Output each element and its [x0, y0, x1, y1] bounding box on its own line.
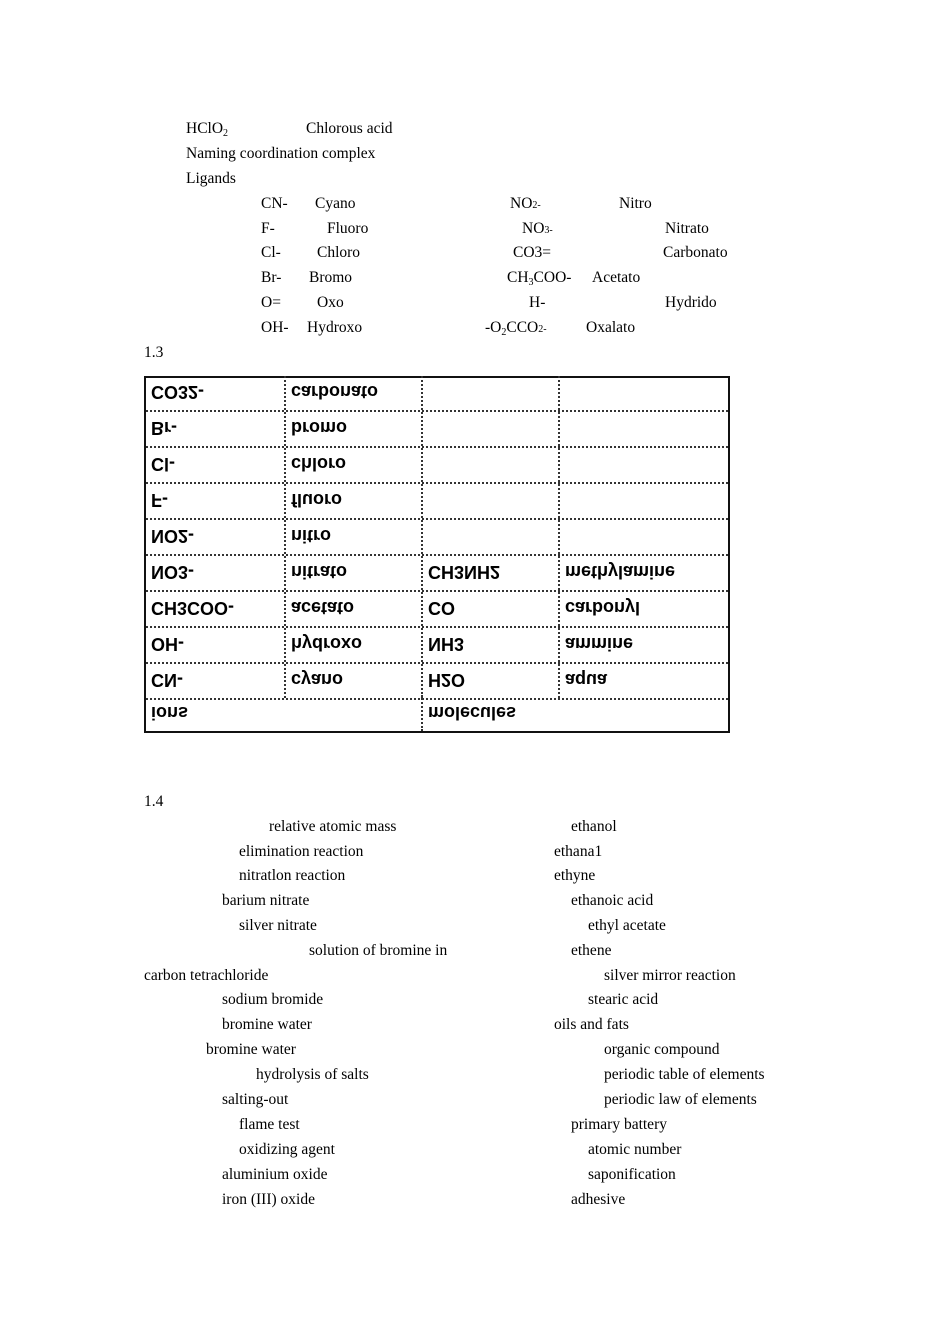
table-cell: [421, 448, 558, 482]
ligand-formula: Br-: [261, 269, 282, 286]
table-cell: nitrato: [284, 556, 421, 590]
table-cell: [558, 412, 730, 446]
term-left: elimination reaction: [239, 843, 364, 860]
table-cell: chloro: [284, 448, 421, 482]
ligand-name: Cyano: [315, 195, 356, 212]
ligands-heading: Ligands: [186, 170, 236, 187]
table-cell: nitro: [284, 520, 421, 554]
table-row: [146, 664, 728, 700]
ligand-name: Bromo: [309, 269, 353, 286]
table-row: [146, 484, 728, 520]
table-cell: bromo: [284, 412, 421, 446]
ligand-name: Acetato: [592, 269, 641, 286]
table-row: [146, 628, 728, 664]
table-cell: [421, 520, 558, 554]
term-right: organic compound: [604, 1041, 720, 1058]
table-cell: fluoro: [284, 484, 421, 518]
term-right: silver mirror reaction: [604, 967, 736, 984]
table-row: [146, 520, 728, 556]
ligand-formula: $CH_3COO-$: [507, 269, 572, 288]
table-cell: [558, 376, 730, 410]
table-cell: carbonyl: [558, 592, 730, 626]
term-right: adhesive: [571, 1191, 626, 1208]
table-cell: NH3: [421, 628, 558, 662]
table-cell: NO2-: [151, 526, 195, 546]
section-number-1-3: 1.3: [144, 344, 164, 361]
ligand-name: Chloro: [317, 244, 361, 261]
ligand-name: Fluoro: [327, 220, 369, 237]
table-row: [146, 448, 728, 484]
term-right: ethana1: [554, 843, 603, 860]
table-row: [146, 376, 728, 412]
table-cell: ions: [151, 703, 189, 723]
ligand-name: Nitro: [619, 195, 652, 212]
term-right: ethanol: [571, 818, 617, 835]
ligand-formula: O=: [261, 294, 281, 311]
table-cell: F-: [151, 490, 168, 510]
ligand-name: Oxo: [317, 294, 344, 311]
term-left: sodium bromide: [222, 991, 324, 1008]
term-left: nitratlon reaction: [239, 867, 346, 884]
table-cell: OH-: [151, 634, 184, 654]
term-right: primary battery: [571, 1116, 667, 1133]
table-cell: aqua: [558, 664, 730, 698]
term-left: bromine water: [222, 1016, 312, 1033]
table-row: [146, 556, 728, 592]
table-cell: hydroxo: [284, 628, 421, 662]
table-cell: H2O: [421, 664, 558, 698]
table-cell: [558, 520, 730, 554]
naming-heading: Naming coordination complex: [186, 145, 376, 162]
ligand-formula: OH-: [261, 319, 289, 336]
ligand-name: Nitrato: [665, 220, 709, 237]
term-left: carbon tetrachloride: [144, 967, 269, 984]
term-right: ethene: [571, 942, 612, 959]
table-cell: acetato: [284, 592, 421, 626]
ligand-formula: Cl-: [261, 244, 281, 261]
term-right: periodic table of elements: [604, 1066, 765, 1083]
table-cell: [558, 448, 730, 482]
table-cell: CH3COO-: [151, 598, 235, 618]
term-left: hydrolysis of salts: [256, 1066, 369, 1083]
table-cell: Cl-: [151, 454, 175, 474]
ligand-formula: NO2-: [510, 195, 541, 212]
term-left: oxidizing agent: [239, 1141, 335, 1158]
term-left: solution of bromine in: [309, 942, 448, 959]
table-cell: Br-: [151, 418, 177, 438]
ligand-formula: $-O_2CCO2-$: [485, 319, 547, 338]
term-left: salting-out: [222, 1091, 289, 1108]
table-row: [146, 592, 728, 628]
term-right: ethanoic acid: [571, 892, 654, 909]
ligand-formula: CN-: [261, 195, 288, 212]
term-left: aluminium oxide: [222, 1166, 328, 1183]
table-cell: [421, 412, 558, 446]
hclo2-formula: HClO$_2$: [186, 120, 229, 139]
table-cell: carbonato: [284, 376, 421, 410]
table-cell: NO3-: [151, 562, 195, 582]
ligand-name: Carbonato: [663, 244, 728, 261]
ligand-formula: H-: [529, 294, 546, 311]
term-left: flame test: [239, 1116, 300, 1133]
ligand-name: Hydrido: [665, 294, 717, 311]
term-left: bromine water: [206, 1041, 296, 1058]
table-cell: CO32-: [151, 382, 205, 402]
table-row: [146, 695, 728, 731]
term-left: iron (III) oxide: [222, 1191, 315, 1208]
table-cell: [421, 484, 558, 518]
ligand-name: Oxalato: [586, 319, 636, 336]
term-right: periodic law of elements: [604, 1091, 757, 1108]
term-right: oils and fats: [554, 1016, 629, 1033]
table-cell: ammine: [558, 628, 730, 662]
table-cell: [421, 376, 558, 410]
term-right: atomic number: [588, 1141, 682, 1158]
table-cell: molecules: [421, 695, 730, 731]
term-right: saponification: [588, 1166, 676, 1183]
table-cell: cyano: [284, 664, 421, 698]
ligand-formula: F-: [261, 220, 275, 237]
term-left: relative atomic mass: [269, 818, 397, 835]
ligand-name: Hydroxo: [307, 319, 363, 336]
table-cell: CN-: [151, 670, 183, 690]
section-number-1-4: 1.4: [144, 793, 164, 810]
term-right: ethyne: [554, 867, 596, 884]
term-right: stearic acid: [588, 991, 659, 1008]
table-cell: CO: [421, 592, 558, 626]
table-cell: [558, 484, 730, 518]
term-right: ethyl acetate: [588, 917, 666, 934]
ligand-table: [144, 376, 730, 733]
table-cell: CH3NH2: [421, 556, 558, 590]
term-left: barium nitrate: [222, 892, 310, 909]
table-cell: methylamine: [558, 556, 730, 590]
table-row: [146, 412, 728, 448]
ligand-formula: CO3=: [513, 244, 552, 261]
hclo2-name: Chlorous acid: [306, 120, 393, 137]
term-left: silver nitrate: [239, 917, 317, 934]
ligand-formula: NO3-: [522, 220, 553, 237]
